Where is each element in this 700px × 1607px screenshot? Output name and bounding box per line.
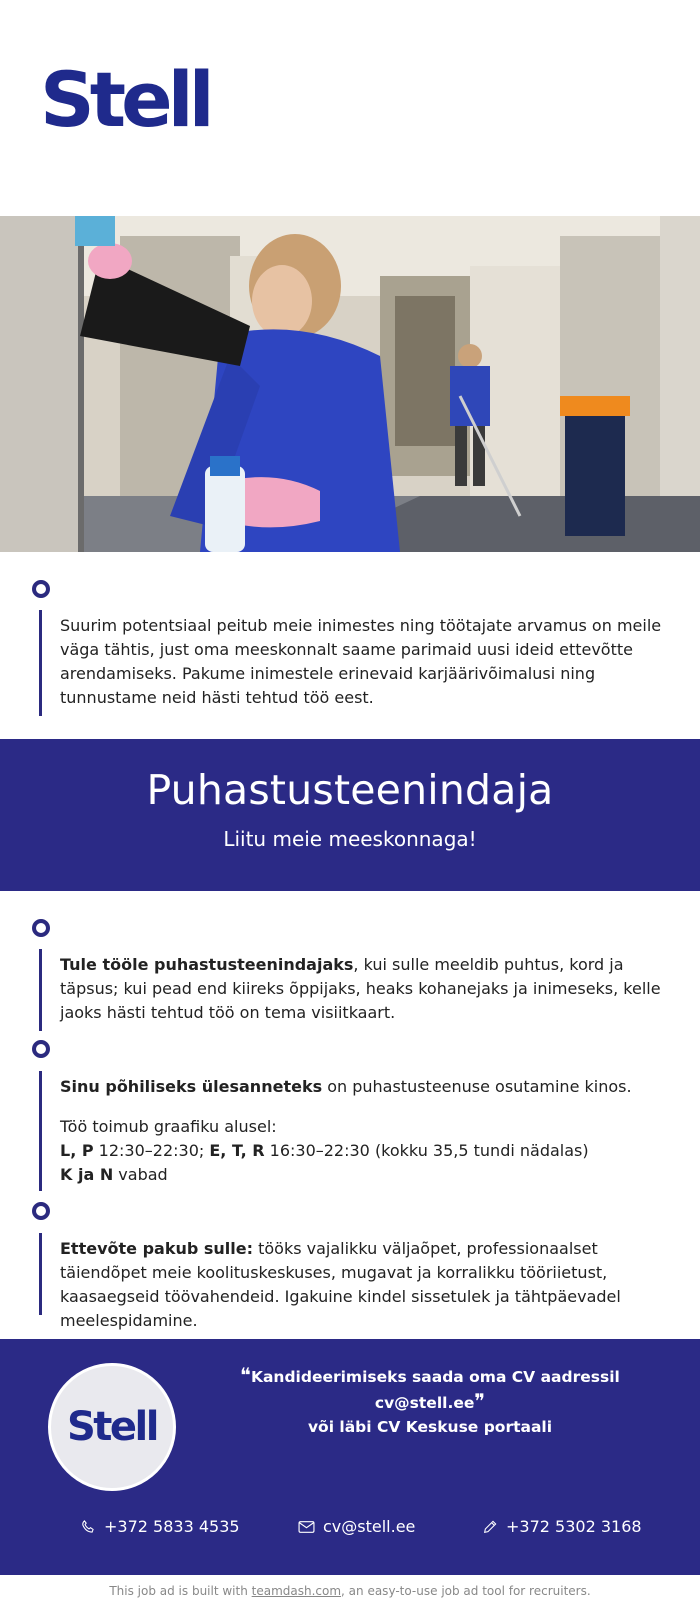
schedule-hours-1: 12:30–22:30; <box>93 1141 210 1160</box>
timeline-dot <box>32 1040 50 1058</box>
footer-logo: Stell <box>67 1404 157 1450</box>
timeline-dot <box>32 1202 50 1220</box>
schedule-line-1 <box>60 1139 670 1163</box>
timeline-dot <box>32 919 50 937</box>
quote-close-icon: ❞ <box>474 1389 486 1413</box>
job-title: Puhastusteenindaja <box>146 766 554 814</box>
cta-line-2: või läbi CV Keskuse portaali <box>307 1418 553 1436</box>
pencil-icon <box>482 1519 498 1535</box>
teamdash-link[interactable]: teamdash.com <box>251 1584 342 1598</box>
section-1-rest: , kui sulle meeldib puhtus, kord ja täpsus; kui pead end kiireks õppijaks, heaks kohanejaks ja inimeseks, kelle jaoks hästi tehtud töö on tema visiitkaart. <box>60 955 661 1022</box>
application-instructions <box>200 1363 660 1439</box>
quote-open-icon: ❝ <box>240 1363 251 1387</box>
job-title-band <box>0 739 700 891</box>
contact-row <box>0 1517 700 1547</box>
timeline-dot <box>32 580 50 598</box>
stell-logo: Stell <box>40 55 210 144</box>
schedule-off-label: vabad <box>113 1165 168 1184</box>
header <box>0 0 700 216</box>
section-3-text <box>60 1237 670 1333</box>
section-2-rest: on puhastusteenuse osutamine kinos. <box>322 1077 632 1096</box>
schedule-line-2 <box>60 1163 670 1187</box>
section-2-text <box>60 1075 670 1187</box>
timeline-bar <box>39 1233 42 1315</box>
section-1-text <box>60 953 670 1025</box>
phone-icon <box>80 1519 96 1535</box>
phone-1-text: +372 5833 4535 <box>104 1517 240 1536</box>
schedule-days-2: E, T, R <box>209 1141 265 1160</box>
section-2-line <box>60 1075 670 1099</box>
schedule-hours-2: 16:30–22:30 (kokku 35,5 tundi nädalas) <box>264 1141 589 1160</box>
contact-footer <box>0 1339 700 1575</box>
built-with-prefix: This job ad is built with <box>109 1584 252 1598</box>
phone-2-link[interactable] <box>482 1517 642 1536</box>
email-text: cv@stell.ee <box>323 1517 416 1536</box>
job-subtitle: Liitu meie meeskonnaga! <box>223 827 477 851</box>
timeline-bar <box>39 610 42 716</box>
hero-image <box>0 216 700 552</box>
footer-logo-circle <box>48 1363 176 1491</box>
timeline-bar <box>39 1071 42 1191</box>
section-3-bold: Ettevõte pakub sulle: <box>60 1239 254 1258</box>
phone-1-link[interactable] <box>80 1517 240 1536</box>
timeline-bar <box>39 949 42 1031</box>
intro-text: Suurim potentsiaal peitub meie inimestes ning töötajate arvamus on meile väga tähtis, just oma meeskonnalt saame parimaid uusi ideid ettevõtte arendamiseks. Pakume inimestele erinevaid karjäärivõimalusi ning tunnustame neid hästi tehtud töö eest. <box>60 616 662 707</box>
phone-2-text: +372 5302 3168 <box>506 1517 642 1536</box>
schedule-days-off: K ja N <box>60 1165 114 1184</box>
intro-section <box>0 552 700 739</box>
built-with-suffix: , an easy-to-use job ad tool for recruiters. <box>341 1584 591 1598</box>
section-1-bold: Tule tööle puhastusteenindajaks <box>60 955 354 974</box>
cta-line-1: Kandideerimiseks saada oma CV aadressil cv@stell.ee <box>250 1368 620 1412</box>
hero-illustration <box>0 216 700 552</box>
details-section <box>0 891 700 1339</box>
schedule-days-1: L, P <box>60 1141 94 1160</box>
mail-icon <box>298 1520 315 1534</box>
email-link[interactable] <box>298 1517 415 1536</box>
section-2-bold: Sinu põhiliseks ülesanneteks <box>60 1077 323 1096</box>
built-with-credit <box>0 1575 700 1607</box>
section-3-rest: tööks vajalikku väljaõpet, professionaalset täiendõpet meie koolituskeskuses, mugavat ja korralikku tööriietust, kaasaegseid töövahendeid. Igakuine kindel sissetulek ja tähtpäevadel meelespidamine. <box>60 1239 621 1330</box>
schedule-intro: Töö toimub graafiku alusel: <box>60 1117 277 1136</box>
